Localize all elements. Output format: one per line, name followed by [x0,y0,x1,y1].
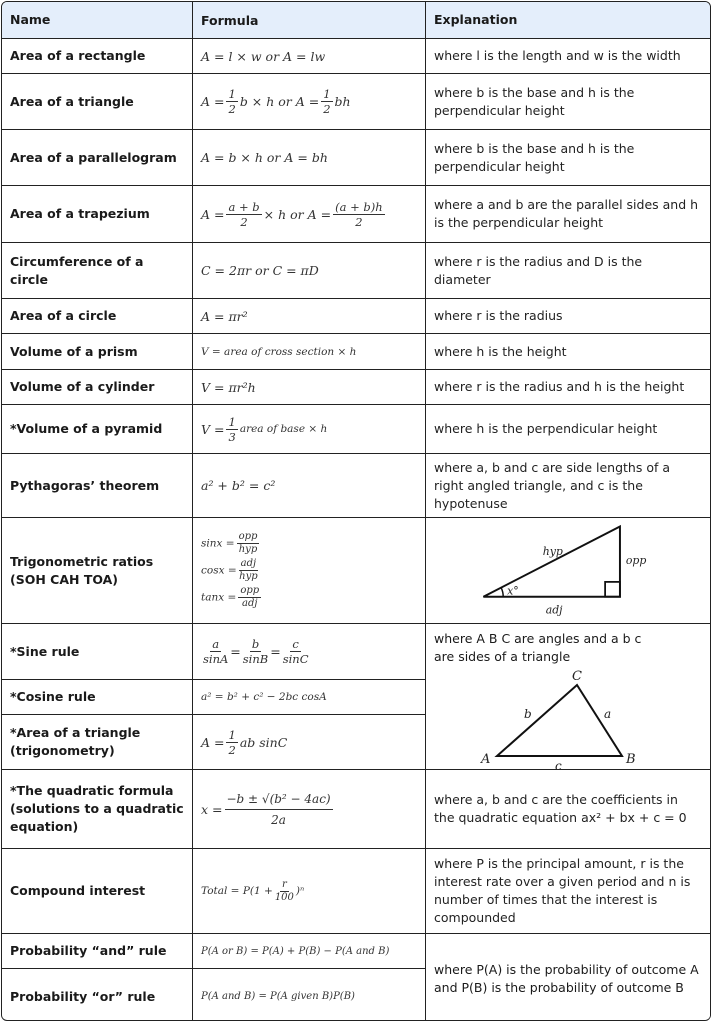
numerator: opp [238,531,258,542]
denominator: sinC [282,652,309,666]
fraction [239,558,258,583]
formula-text: A = [201,734,225,750]
denominator: hyp [238,544,258,555]
row-formula: V = πr²h [192,370,425,404]
adj-label: adj [545,603,563,617]
table-row [2,242,710,298]
header-explanation: Explanation [425,2,710,38]
formula-text: x = [201,801,223,817]
row-formula [192,770,425,848]
row-name: Area of a trapezium [10,206,150,221]
row-explanation: where b is the base and h is the perpendicular height [425,74,710,129]
row-name: *Area of a triangle (trigonometry) [10,725,141,758]
row-formula [192,624,425,679]
denominator: 3 [228,429,236,444]
denominator: hyp [239,571,258,582]
fraction [226,200,261,229]
row-formula: P(A and B) = P(A given B)P(B) [192,969,425,1021]
fraction [238,585,261,610]
formula-text: tanx = [201,591,237,604]
row-name: *Cosine rule [10,689,96,704]
formula-text: sinx = [201,537,235,550]
row-name: *Sine rule [10,643,80,659]
formula-text: cosx = [201,564,237,577]
probability-explanation: where P(A) is the probability of outcome A and P(B) is the probability of outcome B [434,962,699,995]
equals: = [270,644,281,659]
table-row [2,38,710,73]
row-name: *The quadratic formula (solutions to a quadratic equation) [10,783,184,834]
table-header [2,2,710,38]
table-row [2,129,710,185]
formula-text: × h or A = [263,206,332,222]
table-row [2,517,710,623]
row-name: Pythagoras’ theorem [10,477,160,493]
table-row [2,769,710,848]
formula-text: b × h or A = [239,94,320,109]
row-explanation: where a, b and c are side lengths of a right angled triangle, and c is the hypotenuse [425,454,710,517]
trig-formulas [201,531,263,610]
row-explanation: where h is the height [425,334,710,369]
row-explanation: where r is the radius [425,299,710,333]
side-a-label: a [604,707,612,721]
fraction [226,415,237,444]
numerator: −b ± √(b² − 4ac) [225,789,333,810]
formula-text: Total = P(1 + [201,885,273,897]
denominator: sinB [242,652,269,666]
row-name: Circumference of a circle [10,253,144,287]
denominator: adj [241,598,258,609]
fraction [226,87,237,116]
denominator: 2a [271,812,286,827]
fraction [237,531,260,556]
table-row [2,404,710,453]
formula-text: A = [201,206,225,222]
formula-table [1,1,711,1021]
fraction [243,637,268,666]
numerator: c [292,637,299,651]
denominator: sinA [203,652,229,666]
table-row [2,848,710,933]
row-formula: A = b × h or A = bh [192,130,425,185]
denominator: 2 [323,102,331,116]
row-name: Area of a circle [10,308,117,323]
row-name: Compound interest [10,883,146,898]
formula-text: A = [201,94,225,109]
row-name: Area of a triangle [10,93,134,109]
row-formula [192,405,425,453]
tan-formula [201,585,263,610]
row-formula [192,186,425,242]
table-row [2,185,710,242]
fraction [275,879,294,904]
numerator: 1 [323,87,331,101]
row-explanation: where l is the length and w is the width [425,39,710,73]
right-triangle-diagram-cell [425,518,710,623]
fraction [226,728,237,757]
row-name: Trigonometric ratios (SOH CAH TOA) [10,553,154,587]
numerator: 1 [228,727,236,742]
row-formula: a² + b² = c² [192,454,425,517]
row-explanation: where P is the principal amount, r is the interest rate over a given period and n is number of times that the interest is compounded [425,849,710,933]
vertex-b-label: B [626,752,636,767]
row-formula [192,518,425,623]
row-formula [192,74,425,129]
numerator: 1 [228,87,236,101]
row-formula: P(A or B) = P(A) + P(B) − P(A and B) [192,934,425,968]
equals: = [230,644,241,659]
row-formula [192,849,425,933]
numerator: a + b [228,199,260,214]
row-name: *Volume of a pyramid [10,421,163,436]
numerator: r [281,878,287,890]
row-explanation: where b is the base and h is the perpendicular height [425,130,710,185]
triangle-abc-diagram [426,664,711,774]
row-name: Volume of a prism [10,343,138,359]
row-name: Area of a parallelogram [10,149,177,165]
numerator: (a + b)h [335,199,383,214]
row-formula: a² = b² + c² − 2bc cosA [192,680,425,714]
fraction [203,637,228,666]
vertex-a-label: A [481,752,491,767]
numerator: a [212,637,220,651]
triangle-explanation: where A B C are angles and a b c are sides of a triangle [434,631,642,664]
vertex-c-label: C [572,669,582,684]
sin-formula [201,531,263,556]
row-formula: C = 2πr or C = πD [192,243,425,298]
header-name: Name [10,12,51,27]
row-name: Volume of a cylinder [10,379,155,394]
denominator: 2 [228,102,236,116]
numerator: adj [240,558,257,569]
row-formula [192,715,425,769]
row-explanation: where a, b and c are the coefficients in the quadratic equation ax² + bx + c = 0 [425,770,710,848]
table-row [2,298,710,333]
formula-text: V = [201,421,225,437]
triangle-abc-cell [425,623,710,773]
row-explanation: where r is the radius and D is the diameter [425,243,710,298]
row-formula: A = πr² [192,299,425,333]
formula-text: )ⁿ [295,885,305,897]
cos-formula [201,558,263,583]
probability-explanation-cell [425,933,710,1021]
table-row [2,73,710,129]
right-triangle-diagram [426,519,710,623]
row-formula: V = area of cross section × h [192,334,425,369]
opp-label: opp [625,553,647,567]
fraction [333,200,385,229]
row-explanation: where h is the perpendicular height [425,405,710,453]
side-b-label: b [524,707,532,721]
denominator: 2 [355,214,363,229]
hyp-label: hyp [542,544,563,558]
side-c-label: c [555,759,562,773]
row-formula: A = l × w or A = lw [192,39,425,73]
numerator: b [251,637,260,651]
formula-text: bh [334,94,351,109]
table-row [2,333,710,369]
fraction [283,637,309,666]
angle-label: x° [507,584,519,598]
header-formula: Formula [192,2,425,38]
numerator: opp [240,585,260,596]
row-name: Area of a rectangle [10,48,146,63]
denominator: 2 [240,214,248,229]
fraction [225,789,333,830]
row-name: Probability “or” rule [10,988,156,1004]
formula-text: area of base × h [239,423,328,435]
row-explanation: where a and b are the parallel sides and h is the perpendicular height [425,186,710,242]
row-explanation: where r is the radius and h is the height [425,370,710,404]
numerator: 1 [228,414,236,429]
denominator: 100 [274,891,294,903]
row-name: Probability “and” rule [10,943,167,958]
formula-text: ab sinC [239,734,288,750]
denominator: 2 [228,742,236,757]
table-row [2,369,710,404]
fraction [321,87,332,116]
table-row [2,453,710,517]
